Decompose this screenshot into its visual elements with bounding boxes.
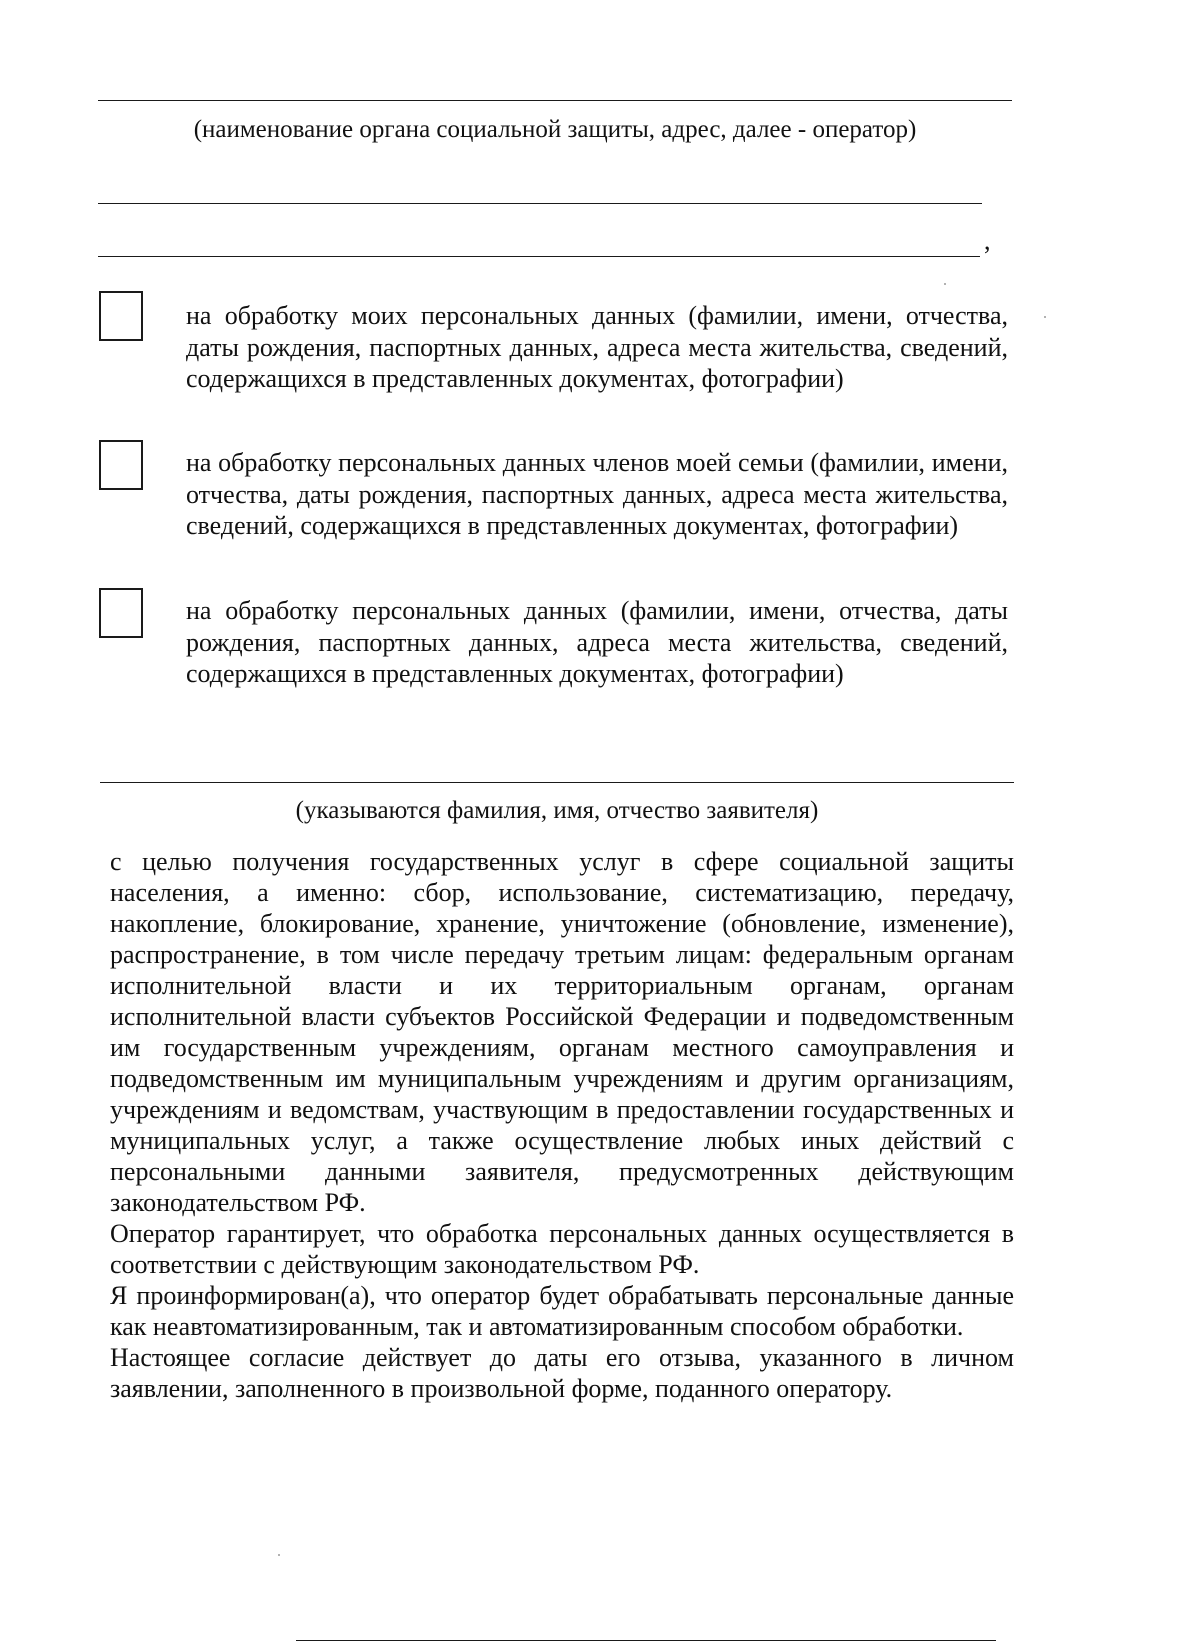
scan-speck — [944, 283, 946, 285]
processing-method-paragraph: Я проинформирован(а), что оператор будет обрабатывать персональные данные как неавтоматизированным, так и автоматизированным способом обработки. — [110, 1281, 1014, 1341]
scan-speck — [278, 1554, 280, 1556]
line-comma: , — [984, 226, 991, 255]
consent-own-data-checkbox[interactable] — [99, 291, 143, 341]
fill-in-line-2[interactable] — [98, 256, 980, 257]
consent-family-data-checkbox[interactable] — [99, 440, 143, 490]
operator-name-line[interactable] — [98, 100, 1012, 101]
fill-in-line-1[interactable] — [98, 203, 982, 204]
applicant-caption: (указываются фамилия, имя, отчество заявителя) — [295, 797, 819, 824]
consent-other-data-text: на обработку персональных данных (фамилии, имени, отчества, даты рождения, паспортных данных, адреса места жительства, сведений, содержащихся в представленных документах, фотографии) — [186, 596, 1008, 688]
consent-body — [110, 846, 1014, 1404]
consent-own-data-text: на обработку моих персональных данных (фамилии, имени, отчества, даты рождения, паспортных данных, адреса места жительства, сведений, содержащихся в представленных документах, фотографии) — [186, 301, 1008, 393]
operator-caption: (наименование органа социальной защиты, адрес, далее - оператор) — [193, 116, 917, 143]
consent-family-data-text: на обработку персональных данных членов моей семьи (фамилии, имени, отчества, даты рождения, паспортных данных, адреса места жительства, сведений, содержащихся в представленных документах, фотографии) — [186, 448, 1008, 540]
scan-speck — [1044, 316, 1046, 318]
operator-guarantee-paragraph: Оператор гарантирует, что обработка персональных данных осуществляется в соответствии с действующим законодательством РФ. — [110, 1219, 1014, 1279]
bottom-page-line — [296, 1640, 996, 1641]
validity-paragraph: Настоящее согласие действует до даты его отзыва, указанного в личном заявлении, заполненного в произвольной форме, поданного оператору. — [110, 1343, 1014, 1403]
consent-other-data-checkbox[interactable] — [99, 588, 143, 638]
applicant-name-line[interactable] — [100, 782, 1014, 783]
purpose-paragraph: с целью получения государственных услуг в сфере социальной защиты населения, а именно: сбор, использование, систематизацию, передачу, накопление, блокирование, хранение, уничтожение (обновление, изменение), распространение, в том числе передачу третьим лицам: федеральным органам исполнительной власти и их территориальным органам, органам исполнительной власти субъектов Российской Федерации и подведомственным им государственным учреждениям, органам местного самоуправления и подведомственным им муниципальным учреждениям и другим организациям, учреждениям и ведомствам, участвующим в предоставлении государственных и муниципальных услуг, а также осуществление любых иных действий с персональными данными заявителя, предусмотренных действующим законодательством РФ. — [110, 847, 1014, 1217]
